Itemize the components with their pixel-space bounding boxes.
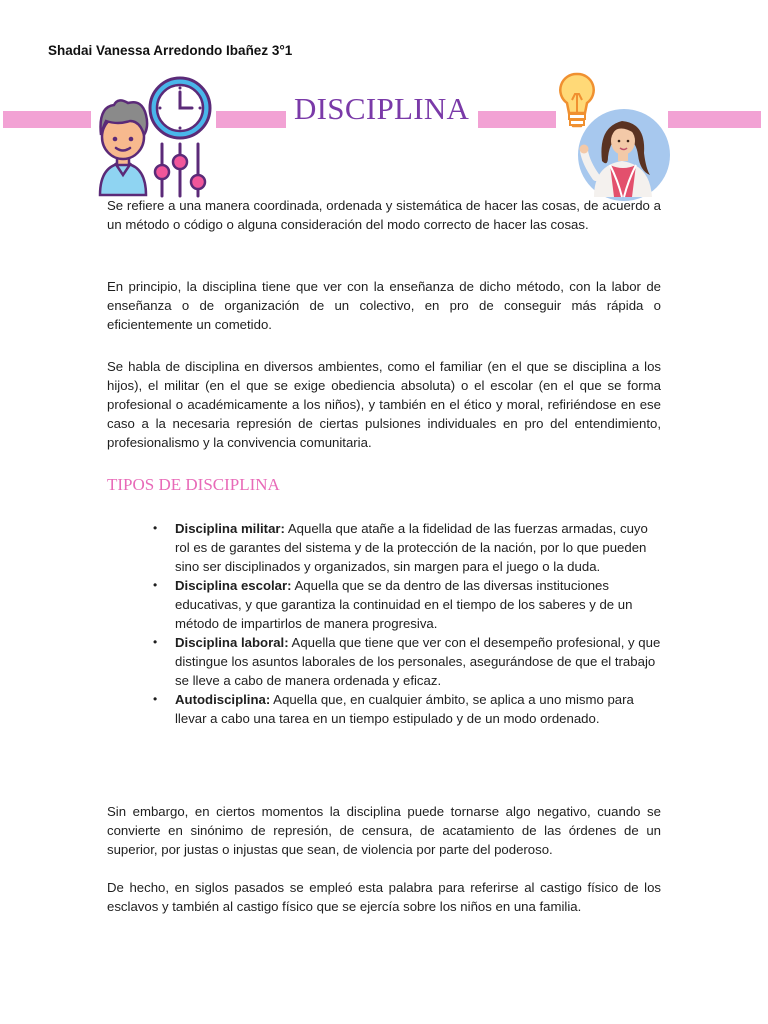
paragraph-environments: Se habla de disciplina en diversos ambientes, como el familiar (en el que se disciplina a los hijos), el militar (en el que se exige obediencia absoluta) o el escolar (en el que se forma profesional o académicamente a los niños), y también en el ético y moral, refiriéndose en ese caso a la necesaria represión de ciertas pulsiones individuales en pro del entendimiento, profesionalismo y la convivencia comunitaria. <box>107 359 661 450</box>
list-item <box>153 690 665 728</box>
header-band-right-a <box>478 111 556 128</box>
paragraph-definition: Se refiere a una manera coordinada, ordenada y sistemática de hacer las cosas, de acuerdo a un método o código o alguna consideración del modo correcto de hacer las cosas. <box>107 198 661 232</box>
list-item-term: Autodisciplina: <box>175 692 271 707</box>
header-band-left <box>3 111 91 128</box>
bullet-glyph: • <box>153 692 158 706</box>
list-item-text: Aquella que, en cualquier ámbito, se aplica a uno mismo para llevar a cabo una tarea en un tiempo estipulado y de un modo ordenado. <box>175 692 634 726</box>
woman-presenter-illustration <box>574 105 670 205</box>
list-item-text: Aquella que tiene que ver con el desempeño profesional, y que distingue los asuntos laborales de los personales, asegurándose de que el trabajo se lleve a cabo de manera ordenada y eficaz. <box>175 635 661 688</box>
list-item-term: Disciplina militar: <box>175 521 285 536</box>
sliders-icon <box>150 142 212 198</box>
bullet-glyph: • <box>153 521 158 535</box>
page-title: DISCIPLINA <box>294 91 470 126</box>
paragraph-teaching: En principio, la disciplina tiene que ver con la enseñanza de dicho método, con la labor de enseñanza o de organización de un colectivo, en pro de conseguir más rápida o eficientemente un cometido. <box>107 279 661 332</box>
header-band-right-b <box>668 111 761 128</box>
list-item <box>153 576 665 633</box>
list-item-text: Aquella que se da dentro de las diversas instituciones educativas, y que garantiza la continuidad en el tiempo de los saberes y de un método de impartirlos de manera progresiva. <box>175 578 633 631</box>
author-line: Shadai Vanessa Arredondo Ibañez 3°1 <box>48 43 293 58</box>
bullet-glyph: • <box>153 635 158 649</box>
list-item-term: Disciplina escolar: <box>175 578 292 593</box>
paragraph-history: De hecho, en siglos pasados se empleó esta palabra para referirse al castigo físico de los esclavos y también al castigo físico que se ejercía sobre los niños en una familia. <box>107 880 661 914</box>
student-avatar-icon <box>92 97 154 197</box>
types-heading: TIPOS DE DISCIPLINA <box>107 475 280 494</box>
list-item <box>153 519 665 576</box>
header-band-mid <box>216 111 286 128</box>
types-list <box>153 519 665 728</box>
list-item <box>153 633 665 690</box>
list-item-term: Disciplina laboral: <box>175 635 289 650</box>
bullet-glyph: • <box>153 578 158 592</box>
paragraph-negative: Sin embargo, en ciertos momentos la disciplina puede tornarse algo negativo, cuando se convierte en sinónimo de represión, de censura, de acatamiento de las órdenes de un superior, por justas o injustas que sean, de violencia por parte del poderoso. <box>107 804 661 857</box>
clock-icon <box>147 75 213 141</box>
list-item-text: Aquella que atañe a la fidelidad de las fuerzas armadas, cuyo rol es de garantes del sistema y de la protección de la nación, por lo que pueden sino ser disciplinados y organizados, sin margen para el juego o la duda. <box>175 521 648 574</box>
